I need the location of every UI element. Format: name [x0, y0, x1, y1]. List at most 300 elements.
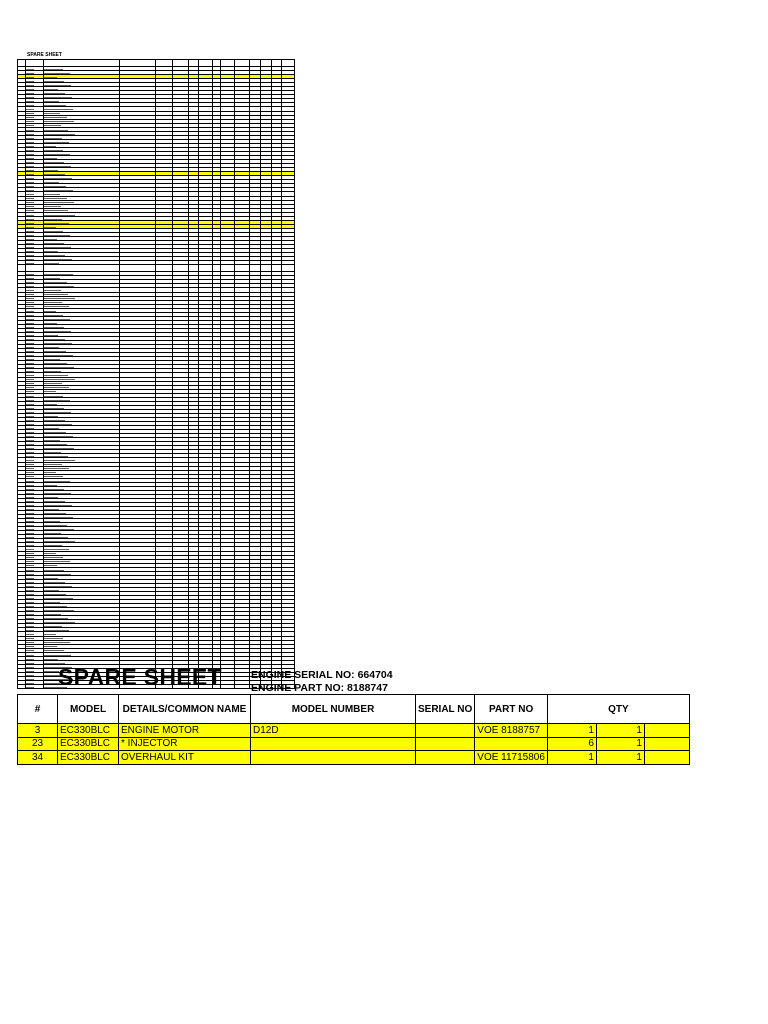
spare-table	[17, 694, 690, 765]
thumbnail-text-line	[26, 456, 34, 457]
thumbnail-text-line	[44, 178, 72, 179]
thumbnail-text-line	[44, 448, 74, 449]
thumbnail-text-line	[44, 302, 62, 303]
thumbnail-text-line	[44, 537, 68, 538]
col-header-details: DETAILS/COMMON NAME	[119, 695, 251, 724]
thumbnail-text-line	[26, 509, 34, 510]
thumbnail-text-line	[26, 302, 34, 303]
thumbnail-text-line	[26, 513, 34, 514]
cell-qty-a: 1	[547, 751, 596, 765]
thumbnail-text-line	[26, 138, 34, 139]
thumbnail-text-line	[44, 174, 65, 175]
thumbnail-text-line	[44, 306, 69, 307]
thumbnail-text-line	[26, 481, 34, 482]
thumbnail-text-line	[26, 614, 34, 615]
thumbnail-cell	[120, 265, 156, 272]
thumbnail-text-line	[44, 464, 62, 465]
thumbnail-text-line	[26, 485, 34, 486]
thumbnail-text-line	[26, 210, 34, 211]
cell-serial-no	[416, 737, 475, 751]
thumbnail-text-line	[44, 113, 60, 114]
thumbnail-text-line	[26, 323, 34, 324]
thumbnail-text-line	[26, 436, 34, 437]
thumbnail-text-line	[26, 198, 34, 199]
thumbnail-text-line	[44, 138, 62, 139]
thumbnail-text-line	[26, 505, 34, 506]
thumbnail-text-line	[26, 578, 34, 579]
thumbnail-text-line	[26, 594, 34, 595]
cell-model-number	[251, 751, 416, 765]
thumbnail-cell	[173, 265, 189, 272]
thumbnail-text-line	[26, 93, 34, 94]
thumbnail-text-line	[26, 387, 34, 388]
thumbnail-cell	[234, 685, 250, 689]
thumbnail-text-line	[26, 219, 34, 220]
thumbnail-text-line	[44, 618, 68, 619]
thumbnail-text-line	[44, 206, 61, 207]
thumbnail-text-line	[26, 472, 34, 473]
thumbnail-text-line	[26, 121, 34, 122]
thumbnail-text-line	[44, 630, 69, 631]
thumbnail-text-line	[44, 355, 73, 356]
thumbnail-text-line	[26, 675, 34, 676]
thumbnail-text-line	[44, 319, 70, 320]
thumbnail-text-line	[26, 582, 34, 583]
thumbnail-text-line	[44, 290, 61, 291]
thumbnail-cell	[272, 265, 282, 272]
thumbnail-text-line	[26, 650, 34, 651]
thumbnail-text-line	[26, 610, 34, 611]
thumbnail-text-line	[26, 517, 34, 518]
thumbnail-text-line	[44, 247, 71, 248]
thumbnail-text-line	[44, 166, 71, 167]
thumbnail-text-line	[44, 69, 63, 70]
thumbnail-text-line	[44, 286, 74, 287]
thumbnail-text-line	[26, 565, 34, 566]
thumbnail-cell	[212, 265, 220, 272]
thumbnail-text-line	[26, 574, 34, 575]
cell-part-no	[475, 737, 548, 751]
thumbnail-text-line	[26, 424, 34, 425]
thumbnail-text-line	[44, 541, 75, 542]
thumbnail-text-line	[26, 630, 34, 631]
thumbnail-text-line	[44, 375, 68, 376]
thumbnail-text-line	[26, 444, 34, 445]
thumbnail-text-line	[44, 594, 66, 595]
thumbnail-text-line	[44, 150, 63, 151]
thumbnail-text-line	[26, 223, 34, 224]
thumbnail-text-line	[44, 182, 59, 183]
thumbnail-text-line	[26, 105, 34, 106]
thumbnail-text-line	[44, 363, 67, 364]
thumbnail-text-line	[26, 255, 34, 256]
thumbnail-text-line	[26, 432, 34, 433]
thumbnail-text-line	[26, 602, 34, 603]
thumbnail-text-line	[44, 351, 66, 352]
thumbnail-text-line	[26, 375, 34, 376]
thumbnail-text-line	[44, 412, 71, 413]
thumbnail-text-line	[26, 339, 34, 340]
thumbnail-text-line	[26, 557, 34, 558]
thumbnail-text-line	[26, 687, 34, 688]
thumbnail-text-line	[26, 606, 34, 607]
thumbnail-cell	[26, 60, 44, 67]
engine-part-no: ENGINE PART NO: 8188747	[251, 682, 388, 694]
thumbnail-text-line	[44, 578, 58, 579]
thumbnail-row	[18, 60, 295, 67]
thumbnail-text-line	[26, 533, 34, 534]
thumbnail-cell	[221, 265, 235, 272]
thumbnail-text-line	[44, 476, 63, 477]
thumbnail-text-line	[44, 259, 72, 260]
cell-model: EC330BLC	[58, 724, 119, 738]
thumbnail-text-line	[26, 186, 34, 187]
col-header-model: MODEL	[58, 695, 119, 724]
thumbnail-text-line	[26, 416, 34, 417]
thumbnail-text-line	[26, 251, 34, 252]
thumbnail-text-line	[44, 223, 69, 224]
thumbnail-text-line	[26, 130, 34, 131]
cell-qty-a: 1	[547, 724, 596, 738]
thumbnail-text-line	[26, 590, 34, 591]
thumbnail-text-line	[44, 513, 66, 514]
thumbnail-text-line	[44, 521, 60, 522]
thumbnail-text-line	[44, 570, 64, 571]
thumbnail-text-line	[26, 162, 34, 163]
thumbnail-text-line	[44, 202, 74, 203]
thumbnail-text-line	[44, 121, 74, 122]
thumbnail-cell	[199, 60, 213, 67]
thumbnail-text-line	[44, 456, 68, 457]
thumbnail-text-line	[44, 391, 56, 392]
thumbnail-text-line	[26, 77, 34, 78]
thumbnail-text-line	[26, 331, 34, 332]
sheet-thumbnail	[17, 52, 297, 689]
thumbnail-text-line	[44, 586, 72, 587]
thumbnail-text-line	[44, 460, 75, 461]
thumbnail-text-line	[26, 109, 34, 110]
col-header-part-no: PART NO	[475, 695, 548, 724]
thumbnail-text-line	[26, 263, 34, 264]
cell-num: 23	[18, 737, 58, 751]
thumbnail-text-line	[26, 570, 34, 571]
thumbnail-text-line	[26, 174, 34, 175]
thumbnail-text-line	[44, 468, 69, 469]
thumbnail-text-line	[26, 383, 34, 384]
cell-model-number: D12D	[251, 724, 416, 738]
thumbnail-text-line	[44, 97, 72, 98]
thumbnail-text-line	[26, 626, 34, 627]
thumbnail-text-line	[26, 545, 34, 546]
thumbnail-text-line	[26, 553, 34, 554]
thumbnail-text-line	[44, 239, 57, 240]
thumbnail-text-line	[26, 274, 34, 275]
table-row	[18, 737, 690, 751]
thumbnail-text-line	[44, 444, 67, 445]
thumbnail-text-line	[26, 476, 34, 477]
thumbnail-text-line	[44, 343, 72, 344]
thumbnail-text-line	[44, 557, 63, 558]
thumbnail-text-line	[26, 655, 34, 656]
table-header-row	[18, 695, 690, 724]
thumbnail-text-line	[44, 428, 59, 429]
thumbnail-text-line	[26, 142, 34, 143]
thumbnail-text-line	[44, 440, 60, 441]
thumbnail-text-line	[26, 440, 34, 441]
thumbnail-text-line	[44, 339, 65, 340]
thumbnail-text-line	[26, 97, 34, 98]
thumbnail-text-line	[26, 306, 34, 307]
thumbnail-cell	[18, 60, 26, 67]
thumbnail-text-line	[44, 117, 67, 118]
thumbnail-cell	[26, 265, 44, 272]
thumbnail-text-line	[26, 464, 34, 465]
thumbnail-text-line	[26, 166, 34, 167]
thumbnail-text-line	[44, 416, 58, 417]
thumbnail-text-line	[26, 73, 34, 74]
thumbnail-text-line	[44, 154, 70, 155]
thumbnail-text-line	[44, 424, 72, 425]
thumbnail-text-line	[26, 286, 34, 287]
thumbnail-row	[18, 265, 295, 272]
thumbnail-text-line	[44, 561, 70, 562]
thumbnail-text-line	[26, 335, 34, 336]
thumbnail-text-line	[26, 206, 34, 207]
thumbnail-text-line	[44, 602, 60, 603]
thumbnail-text-line	[26, 404, 34, 405]
thumbnail-cell	[18, 265, 26, 272]
thumbnail-text-line	[26, 379, 34, 380]
thumbnail-text-line	[44, 198, 67, 199]
thumbnail-cell	[199, 265, 213, 272]
thumbnail-text-line	[26, 194, 34, 195]
thumbnail-text-line	[26, 683, 34, 684]
thumbnail-text-line	[26, 311, 34, 312]
thumbnail-cell	[18, 685, 26, 689]
thumbnail-text-line	[26, 101, 34, 102]
thumbnail-text-line	[44, 505, 72, 506]
thumbnail-text-line	[44, 101, 59, 102]
cell-extra	[644, 737, 689, 751]
cell-details: * INJECTOR	[119, 737, 251, 751]
thumbnail-text-line	[44, 219, 62, 220]
thumbnail-text-line	[44, 383, 62, 384]
thumbnail-text-line	[26, 586, 34, 587]
page-title: SPARE SHEET	[58, 664, 222, 690]
thumbnail-text-line	[44, 146, 56, 147]
thumbnail-text-line	[44, 190, 73, 191]
thumbnail-cell	[234, 265, 250, 272]
thumbnail-text-line	[44, 650, 64, 651]
thumbnail-text-line	[44, 626, 62, 627]
thumbnail-cell	[26, 685, 44, 689]
col-header-num: #	[18, 695, 58, 724]
thumbnail-text-line	[26, 351, 34, 352]
cell-qty-b: 1	[596, 724, 644, 738]
thumbnail-text-line	[44, 642, 70, 643]
thumbnail-text-line	[26, 549, 34, 550]
thumbnail-text-line	[26, 521, 34, 522]
thumbnail-text-line	[44, 545, 62, 546]
col-header-model-number: MODEL NUMBER	[251, 695, 416, 724]
thumbnail-text-line	[44, 105, 66, 106]
thumbnail-cell	[234, 60, 250, 67]
cell-extra	[644, 751, 689, 765]
thumbnail-text-line	[44, 125, 61, 126]
thumbnail-text-line	[44, 227, 56, 228]
thumbnail-text-line	[44, 294, 68, 295]
thumbnail-text-line	[26, 290, 34, 291]
thumbnail-cell	[282, 265, 295, 272]
thumbnail-text-line	[26, 154, 34, 155]
thumbnail-text-line	[44, 408, 64, 409]
thumbnail-text-line	[44, 387, 69, 388]
thumbnail-text-line	[44, 646, 57, 647]
thumbnail-text-line	[44, 436, 73, 437]
thumbnail-text-line	[44, 109, 73, 110]
thumbnail-text-line	[44, 158, 57, 159]
thumbnail-cell	[221, 685, 235, 689]
thumbnail-text-line	[26, 497, 34, 498]
thumbnail-text-line	[44, 210, 68, 211]
thumbnail-text-line	[26, 282, 34, 283]
thumbnail-text-line	[44, 574, 71, 575]
thumbnail-cell	[221, 60, 235, 67]
thumbnail-cell	[120, 60, 156, 67]
thumbnail-cell	[250, 265, 260, 272]
thumbnail-cell	[250, 60, 260, 67]
thumbnail-text-line	[44, 215, 75, 216]
thumbnail-text-line	[26, 89, 34, 90]
thumbnail-text-line	[26, 529, 34, 530]
thumbnail-title: SPARE SHEET	[27, 52, 62, 58]
thumbnail-text-line	[44, 529, 74, 530]
thumbnail-cell	[282, 60, 295, 67]
thumbnail-text-line	[26, 178, 34, 179]
thumbnail-cell	[44, 265, 120, 272]
thumbnail-text-line	[26, 659, 34, 660]
thumbnail-text-line	[26, 231, 34, 232]
thumbnail-text-line	[26, 371, 34, 372]
thumbnail-text-line	[44, 533, 61, 534]
thumbnail-text-line	[44, 186, 66, 187]
thumbnail-text-line	[26, 117, 34, 118]
thumbnail-text-line	[26, 679, 34, 680]
thumbnail-text-line	[44, 371, 61, 372]
thumbnail-text-line	[44, 77, 57, 78]
thumbnail-text-line	[26, 646, 34, 647]
thumbnail-text-line	[26, 428, 34, 429]
thumbnail-text-line	[26, 671, 34, 672]
thumbnail-text-line	[26, 227, 34, 228]
thumbnail-text-line	[44, 622, 75, 623]
thumbnail-text-line	[26, 525, 34, 526]
thumbnail-text-line	[26, 315, 34, 316]
thumbnail-text-line	[26, 170, 34, 171]
thumbnail-text-line	[26, 408, 34, 409]
cell-details: OVERHAUL KIT	[119, 751, 251, 765]
thumbnail-text-line	[26, 468, 34, 469]
thumbnail-text-line	[44, 367, 74, 368]
thumbnail-text-line	[26, 448, 34, 449]
thumbnail-text-line	[44, 359, 60, 360]
thumbnail-text-line	[26, 501, 34, 502]
thumbnail-text-line	[44, 489, 64, 490]
thumbnail-text-line	[26, 489, 34, 490]
thumbnail-cell	[156, 60, 173, 67]
cell-part-no: VOE 8188757	[475, 724, 548, 738]
thumbnail-text-line	[26, 215, 34, 216]
thumbnail-text-line	[26, 400, 34, 401]
thumbnail-text-line	[26, 319, 34, 320]
thumbnail-text-line	[44, 472, 56, 473]
cell-details: ENGINE MOTOR	[119, 724, 251, 738]
thumbnail-text-line	[26, 202, 34, 203]
cell-model: EC330BLC	[58, 751, 119, 765]
thumbnail-text-line	[44, 315, 63, 316]
cell-num: 34	[18, 751, 58, 765]
thumbnail-text-line	[44, 509, 59, 510]
thumbnail-text-line	[26, 359, 34, 360]
thumbnail-text-line	[44, 278, 60, 279]
thumbnail-text-line	[44, 130, 68, 131]
thumbnail-text-line	[26, 327, 34, 328]
thumbnail-text-line	[44, 590, 59, 591]
thumbnail-text-line	[44, 335, 58, 336]
thumbnail-text-line	[44, 432, 66, 433]
thumbnail-cell	[272, 60, 282, 67]
thumbnail-text-line	[44, 327, 64, 328]
thumbnail-text-line	[44, 481, 70, 482]
thumbnail-text-line	[26, 391, 34, 392]
thumbnail-cell	[173, 60, 189, 67]
thumbnail-text-line	[26, 278, 34, 279]
thumbnail-text-line	[44, 634, 56, 635]
thumbnail-text-line	[44, 606, 67, 607]
thumbnail-text-line	[44, 170, 58, 171]
thumbnail-text-line	[44, 93, 65, 94]
thumbnail-text-line	[26, 182, 34, 183]
thumbnail-table	[17, 59, 295, 689]
thumbnail-cell	[212, 60, 220, 67]
thumbnail-text-line	[44, 379, 75, 380]
thumbnail-text-line	[26, 355, 34, 356]
cell-qty-b: 1	[596, 737, 644, 751]
thumbnail-text-line	[26, 150, 34, 151]
thumbnail-text-line	[44, 194, 60, 195]
thumbnail-text-line	[26, 541, 34, 542]
thumbnail-text-line	[44, 598, 73, 599]
thumbnail-text-line	[44, 231, 63, 232]
thumbnail-text-line	[44, 311, 56, 312]
thumbnail-cell	[156, 265, 173, 272]
thumbnail-text-line	[44, 298, 75, 299]
table-row	[18, 751, 690, 765]
cell-num: 3	[18, 724, 58, 738]
thumbnail-text-line	[44, 323, 57, 324]
cell-serial-no	[416, 751, 475, 765]
thumbnail-text-line	[44, 274, 73, 275]
thumbnail-text-line	[44, 235, 70, 236]
thumbnail-text-line	[44, 671, 59, 672]
thumbnail-text-line	[44, 134, 75, 135]
thumbnail-text-line	[44, 347, 59, 348]
thumbnail-text-line	[26, 235, 34, 236]
thumbnail-text-line	[44, 396, 63, 397]
thumbnail-text-line	[26, 239, 34, 240]
thumbnail-text-line	[44, 331, 71, 332]
thumbnail-text-line	[26, 412, 34, 413]
